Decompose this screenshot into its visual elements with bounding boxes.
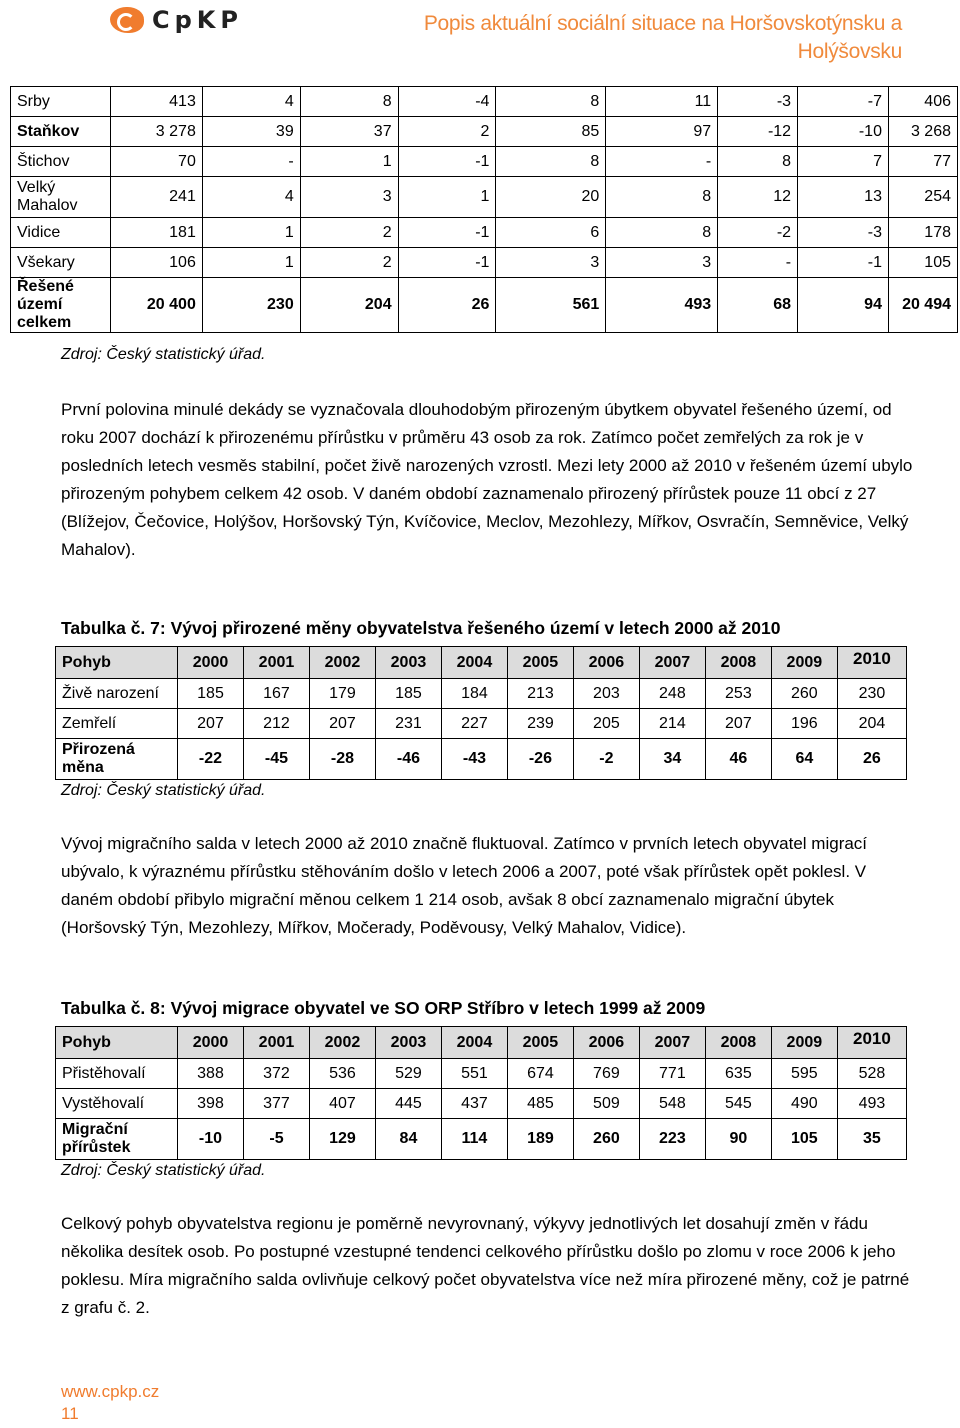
- table-cell: 105: [771, 1119, 837, 1160]
- table-row: [56, 1059, 907, 1089]
- table1-source: Zdroj: Český statistický úřad.: [61, 346, 266, 363]
- table-cell: 8: [718, 147, 798, 177]
- page-number: 11: [61, 1404, 79, 1423]
- table-cell: 20 400: [110, 278, 202, 333]
- paragraph-natural-change: První polovina minulé dekády se vyznačovala dlouhodobým přirozeným úbytkem obyvatel řešeného území, od roku 2007 dochází k přirozenému přírůstku v průměru 43 osob za rok. Zatímco počet zemřelých za rok je v posledních letech vesměs stabilní, počet živě narozených vzrostl. Mezi lety 2000 až 2010 v řešeném území ubylo přirozeným pohybem celkem 42 osob. V daném období zaznamenalo přirozený přírůstek pouze 11 obcí z 27 (Blížejov, Čečovice, Holýšov, Horšovský Týn, Kvíčovice, Meclov, Mezohlezy, Mířkov, Osvračín, Semněvice, Velký Mahalov).: [61, 400, 913, 559]
- table-cell: 1: [202, 218, 300, 248]
- table-cell: 34: [639, 739, 705, 780]
- table-cell: 2: [300, 248, 398, 278]
- table-cell: 253: [705, 679, 771, 709]
- municipality-name: Řešené území celkem: [11, 278, 111, 333]
- header-cell-year: 2002: [309, 647, 375, 679]
- table-cell: -1: [398, 248, 496, 278]
- table-cell: 561: [496, 278, 606, 333]
- table-cell: 212: [243, 709, 309, 739]
- table-cell: 528: [837, 1059, 906, 1089]
- table-cell: 203: [573, 679, 639, 709]
- municipality-population-table: [10, 86, 958, 333]
- table-cell: 260: [573, 1119, 639, 1160]
- header-cell-year: 2010: [837, 1027, 906, 1059]
- table-cell: 8: [496, 87, 606, 117]
- table-cell: 536: [309, 1059, 375, 1089]
- table-cell: 46: [705, 739, 771, 780]
- table-cell: 3: [606, 248, 718, 278]
- table-cell: 106: [110, 248, 202, 278]
- table2-source: Zdroj: Český statistický úřad.: [61, 782, 266, 799]
- table-cell: 94: [798, 278, 889, 333]
- table-cell: 493: [837, 1089, 906, 1119]
- table-cell: -1: [798, 248, 889, 278]
- table-cell: 3: [300, 177, 398, 218]
- cpkp-logo: [110, 6, 243, 34]
- table-cell: 205: [573, 709, 639, 739]
- table-cell: 90: [705, 1119, 771, 1160]
- row-label: Zemřelí: [56, 709, 178, 739]
- table-cell: 8: [300, 87, 398, 117]
- table-cell: -12: [718, 117, 798, 147]
- table-cell: 189: [507, 1119, 573, 1160]
- table-cell: 204: [837, 709, 906, 739]
- header-cell-year: 2002: [309, 1027, 375, 1059]
- table-cell: -1: [398, 218, 496, 248]
- header-cell-year: 2006: [573, 1027, 639, 1059]
- table-cell: 207: [178, 709, 244, 739]
- table-cell: 545: [705, 1089, 771, 1119]
- table-cell: 4: [202, 177, 300, 218]
- table-cell: -: [202, 147, 300, 177]
- table-cell: 230: [837, 679, 906, 709]
- table-cell: 260: [771, 679, 837, 709]
- table-cell: 179: [309, 679, 375, 709]
- table-cell: 7: [798, 147, 889, 177]
- table-cell: 223: [639, 1119, 705, 1160]
- table-row: [11, 248, 958, 278]
- table-cell: 105: [888, 248, 957, 278]
- table-cell: -1: [398, 147, 496, 177]
- table-cell: 167: [243, 679, 309, 709]
- paragraph-migration: Vývoj migračního salda v letech 2000 až 2010 značně fluktuoval. Zatímco v prvních letech obyvatel migrací ubývalo, k výraznému přírůstku stěhováním došlo v letech 2006 a 2007, poté však přírůstek opět poklesl. V daném období přibylo migrační měnou celkem 1 214 osob, avšak 8 obcí zaznamenalo migrační úbytek (Horšovský Týn, Mezohlezy, Mířkov, Močerady, Poděvousy, Velký Mahalov, Vidice).: [61, 834, 868, 937]
- table-cell: 68: [718, 278, 798, 333]
- table-cell: 509: [573, 1089, 639, 1119]
- header-cell-year: 2005: [507, 647, 573, 679]
- table-cell: -10: [178, 1119, 244, 1160]
- table-row: [11, 177, 958, 218]
- table-cell: 485: [507, 1089, 573, 1119]
- table-cell: 248: [639, 679, 705, 709]
- table-cell: 196: [771, 709, 837, 739]
- header-cell-year: 2003: [375, 1027, 441, 1059]
- table3-source: Zdroj: Český statistický úřad.: [61, 1162, 266, 1179]
- row-label: Přirozená měna: [56, 739, 178, 780]
- table-cell: -3: [718, 87, 798, 117]
- table-cell: 548: [639, 1089, 705, 1119]
- table-cell: 20: [496, 177, 606, 218]
- municipality-name: Srby: [11, 87, 111, 117]
- municipality-name: Velký Mahalov: [11, 177, 111, 218]
- table-cell: 227: [441, 709, 507, 739]
- header-cell-year: 2007: [639, 647, 705, 679]
- table-cell: -: [606, 147, 718, 177]
- natural-change-table: [55, 646, 907, 780]
- table2-caption: Tabulka č. 7: Vývoj přirozené měny obyvatelstva řešeného území v letech 2000 až 2010: [61, 618, 781, 638]
- table-cell: 437: [441, 1089, 507, 1119]
- municipality-name: Staňkov: [11, 117, 111, 147]
- table-cell: -43: [441, 739, 507, 780]
- header-cell-year: 2003: [375, 647, 441, 679]
- table-cell: 84: [375, 1119, 441, 1160]
- table-cell: 254: [888, 177, 957, 218]
- table-cell: 185: [178, 679, 244, 709]
- table-cell: 595: [771, 1059, 837, 1089]
- header-cell-year: 2006: [573, 647, 639, 679]
- table-cell: -2: [718, 218, 798, 248]
- header-cell-year: 2001: [243, 1027, 309, 1059]
- header-cell-year: 2007: [639, 1027, 705, 1059]
- table-cell: 372: [243, 1059, 309, 1089]
- table-cell: 3: [496, 248, 606, 278]
- header-cell-year: 2008: [705, 647, 771, 679]
- row-label: Vystěhovalí: [56, 1089, 178, 1119]
- table-cell: 207: [309, 709, 375, 739]
- table-cell: 413: [110, 87, 202, 117]
- table-cell: 6: [496, 218, 606, 248]
- table-cell: 529: [375, 1059, 441, 1089]
- header-cell-year: 2010: [837, 647, 906, 679]
- table-row: [56, 739, 907, 780]
- table-cell: 377: [243, 1089, 309, 1119]
- table-header-row: [56, 647, 907, 679]
- table-cell: 26: [837, 739, 906, 780]
- table-cell: 2: [398, 117, 496, 147]
- row-label: Migrační přírůstek: [56, 1119, 178, 1160]
- table-cell: 407: [309, 1089, 375, 1119]
- table-cell: 39: [202, 117, 300, 147]
- table-cell: 85: [496, 117, 606, 147]
- table-cell: 1: [300, 147, 398, 177]
- header-cell-year: 2008: [705, 1027, 771, 1059]
- table-cell: 37: [300, 117, 398, 147]
- table-cell: 97: [606, 117, 718, 147]
- table-cell: 8: [496, 147, 606, 177]
- header-cell-year: 2000: [178, 647, 244, 679]
- table-cell: 674: [507, 1059, 573, 1089]
- table-row: [56, 1089, 907, 1119]
- table-cell: 26: [398, 278, 496, 333]
- table-header-row: [56, 1027, 907, 1059]
- table-cell: 445: [375, 1089, 441, 1119]
- table-cell: 77: [888, 147, 957, 177]
- table-cell: 635: [705, 1059, 771, 1089]
- table-cell: -4: [398, 87, 496, 117]
- table-cell: 64: [771, 739, 837, 780]
- footer-website-link[interactable]: www.cpkp.cz: [61, 1382, 160, 1401]
- municipality-name: Štichov: [11, 147, 111, 177]
- table-cell: 213: [507, 679, 573, 709]
- table-cell: 239: [507, 709, 573, 739]
- header-cell-year: 2009: [771, 647, 837, 679]
- page-header: [0, 0, 960, 70]
- table-cell: 184: [441, 679, 507, 709]
- table3-caption: Tabulka č. 8: Vývoj migrace obyvatel ve SO ORP Stříbro v letech 1999 až 2009: [61, 998, 706, 1018]
- table-cell: 1: [398, 177, 496, 218]
- header-cell-year: 2005: [507, 1027, 573, 1059]
- table-cell: 1: [202, 248, 300, 278]
- table-cell: 8: [606, 177, 718, 218]
- table-cell: -46: [375, 739, 441, 780]
- table-cell: 241: [110, 177, 202, 218]
- table-row: [11, 87, 958, 117]
- table-cell: 2: [300, 218, 398, 248]
- table-cell: 8: [606, 218, 718, 248]
- header-cell-year: 2004: [441, 1027, 507, 1059]
- table-cell: -45: [243, 739, 309, 780]
- table-cell: 11: [606, 87, 718, 117]
- table-row: [56, 709, 907, 739]
- table-cell: -22: [178, 739, 244, 780]
- table-cell: 204: [300, 278, 398, 333]
- paragraph-total-change: Celkový pohyb obyvatelstva regionu je poměrně nevyrovnaný, výkyvy jednotlivých let dosahují změn v řádu několika desítek osob. Po postupné vzestupné tendenci celkového přírůstku došlo po zlomu v roce 2006 k jeho poklesu. Míra migračního salda ovlivňuje celkový počet obyvatelstva více než míra přirozené měny, což je patrné z grafu č. 2.: [61, 1214, 910, 1317]
- table-cell: 230: [202, 278, 300, 333]
- table-cell: 129: [309, 1119, 375, 1160]
- cpkp-logo-icon: [110, 7, 144, 33]
- table-cell: 12: [718, 177, 798, 218]
- header-cell-year: 2004: [441, 647, 507, 679]
- table-cell: -3: [798, 218, 889, 248]
- table-cell: 493: [606, 278, 718, 333]
- table-cell: 114: [441, 1119, 507, 1160]
- table-cell: 185: [375, 679, 441, 709]
- municipality-name: Vidice: [11, 218, 111, 248]
- migration-table: [55, 1026, 907, 1160]
- table-row: [11, 218, 958, 248]
- header-cell-year: 2009: [771, 1027, 837, 1059]
- table-cell: 769: [573, 1059, 639, 1089]
- table-cell: 35: [837, 1119, 906, 1160]
- table-cell: 406: [888, 87, 957, 117]
- header-title: Popis aktuální sociální situace na Horšovskotýnsku a Holýšovsku: [423, 12, 902, 63]
- header-cell-year: 2000: [178, 1027, 244, 1059]
- header-cell-label: Pohyb: [56, 1027, 178, 1059]
- table-cell: 3 268: [888, 117, 957, 147]
- table-cell: 178: [888, 218, 957, 248]
- table-cell: 398: [178, 1089, 244, 1119]
- table-cell: -5: [243, 1119, 309, 1160]
- table-row: [11, 147, 958, 177]
- table-cell: -2: [573, 739, 639, 780]
- table-cell: 181: [110, 218, 202, 248]
- table-row: [11, 117, 958, 147]
- table-cell: 13: [798, 177, 889, 218]
- table-row: [56, 1119, 907, 1160]
- table-row: [11, 278, 958, 333]
- header-cell-year: 2001: [243, 647, 309, 679]
- table-cell: -26: [507, 739, 573, 780]
- table-cell: 207: [705, 709, 771, 739]
- header-cell-label: Pohyb: [56, 647, 178, 679]
- logo-text: CpKP: [152, 6, 243, 34]
- table-cell: 771: [639, 1059, 705, 1089]
- table-cell: 20 494: [888, 278, 957, 333]
- table-cell: 551: [441, 1059, 507, 1089]
- row-label: Přistěhovalí: [56, 1059, 178, 1089]
- table-cell: 214: [639, 709, 705, 739]
- table-cell: -: [718, 248, 798, 278]
- table-cell: 3 278: [110, 117, 202, 147]
- table-cell: 231: [375, 709, 441, 739]
- row-label: Živě narození: [56, 679, 178, 709]
- table-cell: 70: [110, 147, 202, 177]
- table-cell: 388: [178, 1059, 244, 1089]
- table-cell: 490: [771, 1089, 837, 1119]
- municipality-name: Všekary: [11, 248, 111, 278]
- table-cell: -28: [309, 739, 375, 780]
- table-cell: 4: [202, 87, 300, 117]
- table-cell: -7: [798, 87, 889, 117]
- table-cell: -10: [798, 117, 889, 147]
- table-row: [56, 679, 907, 709]
